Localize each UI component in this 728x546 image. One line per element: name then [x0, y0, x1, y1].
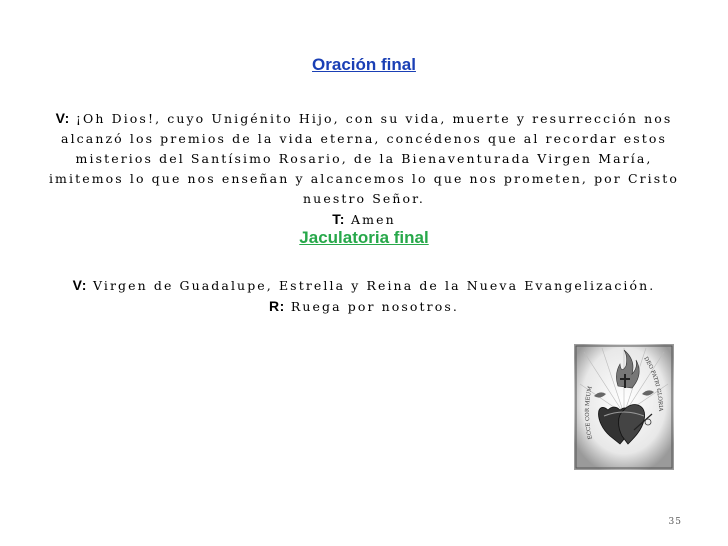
versicle-line: [30, 275, 698, 296]
sacred-heart-engraving-icon: [574, 344, 674, 470]
response-line: [30, 296, 698, 317]
oracion-final-text: [36, 108, 692, 230]
engraving-caption-left: ECCE COR MEUM: [584, 385, 594, 440]
versicle-label: V:: [55, 110, 70, 126]
all-text: Amen: [351, 212, 396, 227]
versicle-label: V:: [72, 277, 87, 293]
page-number: 35: [668, 517, 682, 527]
oracion-final-title: Oración final: [312, 55, 416, 74]
response-label: R:: [269, 298, 285, 314]
jaculatoria-final-text: [30, 275, 698, 317]
versicle-text: Virgen de Guadalupe, Estrella y Reina de la Nueva Evangelización.: [92, 278, 656, 293]
jaculatoria-final-title: Jaculatoria final: [299, 228, 429, 247]
versicle-text: ¡Oh Dios!, cuyo Unigénito Hijo, con su vida, muerte y resurrección nos alcanzó los premios de la vida eterna, concédenos que al recordar estos misterios del Santísimo Rosario, de la Bienaventurada Virgen María, imitemos lo que nos enseñan y alcancemos lo que nos prometen, por Cristo nuestro Señor.: [48, 111, 680, 206]
response-text: Ruega por nosotros.: [290, 299, 459, 314]
engraving-caption-right: DEO PATRI GLORIA: [642, 356, 664, 412]
all-label: T:: [332, 211, 345, 227]
response-line: [36, 209, 692, 230]
